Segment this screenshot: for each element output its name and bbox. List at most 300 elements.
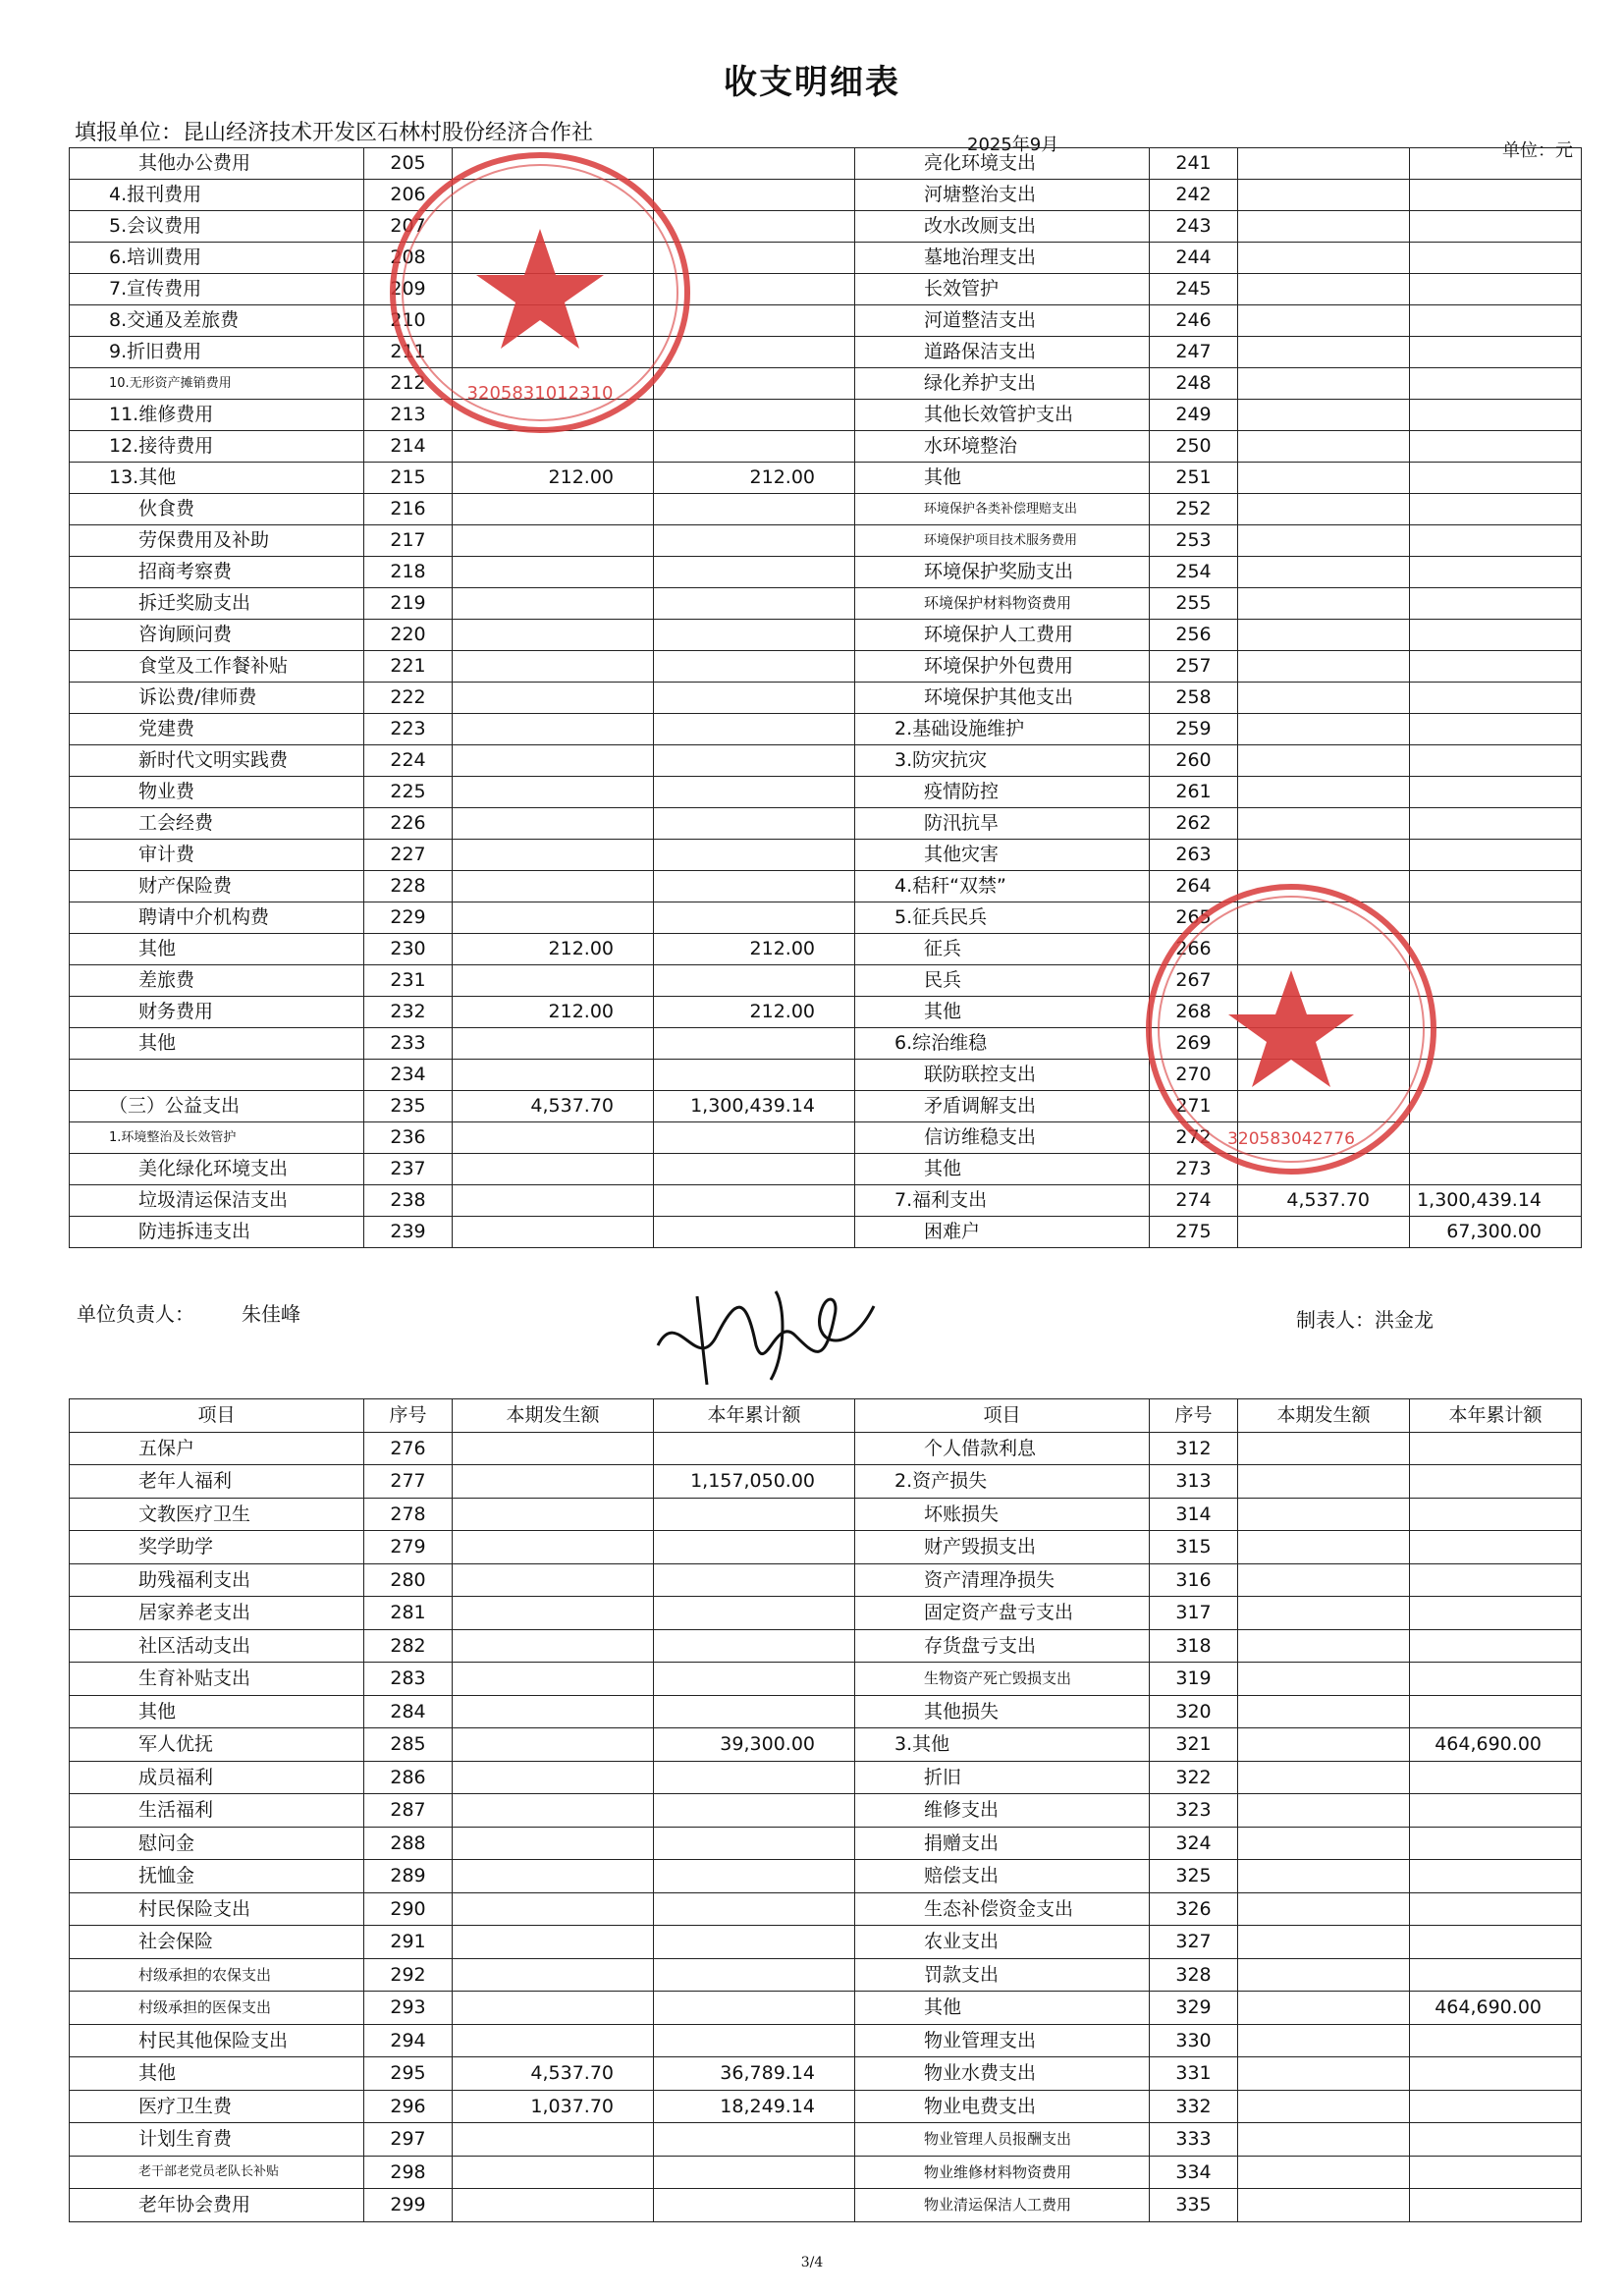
current-amount-cell (1238, 1761, 1410, 1794)
current-amount-cell: 4,537.70 (1238, 1185, 1410, 1217)
ytd-amount-cell: 464,690.00 (1410, 1992, 1582, 2025)
leader-label: 单位负责人： (77, 1302, 194, 1326)
committee-seal (1134, 877, 1448, 1181)
table-row (70, 148, 1582, 180)
current-amount-cell (453, 1892, 654, 1926)
seq-cell: 236 (364, 1122, 453, 1154)
seq-cell: 216 (364, 494, 453, 525)
seq-cell: 322 (1150, 1761, 1238, 1794)
seq-cell: 250 (1150, 431, 1238, 463)
item-cell: （三）公益支出 (70, 1091, 364, 1122)
current-amount-cell (1238, 1794, 1410, 1828)
ytd-amount-cell (1410, 368, 1582, 400)
current-amount-cell (453, 1060, 654, 1091)
ytd-amount-cell (1410, 148, 1582, 180)
ytd-amount-cell (1410, 274, 1582, 305)
seq-cell: 246 (1150, 305, 1238, 337)
table-row (70, 1563, 1582, 1597)
seal-number: 320583042776 (1227, 1129, 1355, 1149)
seq-cell: 266 (1150, 934, 1238, 965)
item-cell: 成员福利 (70, 1761, 364, 1794)
current-amount-cell (453, 2123, 654, 2157)
seq-cell: 261 (1150, 777, 1238, 808)
seq-cell: 248 (1150, 368, 1238, 400)
seq-cell: 324 (1150, 1827, 1238, 1860)
table-row (70, 305, 1582, 337)
ytd-amount-cell (654, 1060, 855, 1091)
table-row (70, 1695, 1582, 1728)
item-cell: 物业费 (70, 777, 364, 808)
table-row (70, 211, 1582, 243)
seq-cell: 326 (1150, 1892, 1238, 1926)
seq-cell: 267 (1150, 965, 1238, 997)
ytd-amount-cell (1410, 1926, 1582, 1959)
ytd-amount-cell: 1,300,439.14 (654, 1091, 855, 1122)
item-cell: 美化绿化环境支出 (70, 1154, 364, 1185)
seq-cell: 298 (364, 2156, 453, 2189)
current-amount-cell (1238, 1498, 1410, 1531)
current-amount-cell (1238, 243, 1410, 274)
bottom-detail-table (69, 1398, 1582, 2222)
item-cell: 生物资产死亡毁损支出 (855, 1663, 1150, 1696)
item-cell: 道路保洁支出 (855, 337, 1150, 368)
seq-cell: 259 (1150, 714, 1238, 745)
seq-cell: 317 (1150, 1597, 1238, 1630)
table-row (70, 1761, 1582, 1794)
seq-cell: 316 (1150, 1563, 1238, 1597)
seq-cell: 312 (1150, 1432, 1238, 1465)
current-amount-cell (1238, 1563, 1410, 1597)
seq-cell: 227 (364, 840, 453, 871)
current-amount-cell (453, 1695, 654, 1728)
ytd-amount-cell (654, 2156, 855, 2189)
seq-cell: 318 (1150, 1629, 1238, 1663)
seq-cell: 212 (364, 368, 453, 400)
seq-cell: 270 (1150, 1060, 1238, 1091)
current-amount-cell (453, 1122, 654, 1154)
table-row (70, 2189, 1582, 2222)
current-amount-cell (1238, 1597, 1410, 1630)
item-cell: 其他损失 (855, 1695, 1150, 1728)
table-row (70, 337, 1582, 368)
ytd-amount-cell (654, 620, 855, 651)
seq-cell: 256 (1150, 620, 1238, 651)
table-row (70, 2057, 1582, 2091)
seq-cell: 268 (1150, 997, 1238, 1028)
item-cell: 审计费 (70, 840, 364, 871)
item-cell: 4.秸秆“双禁” (855, 871, 1150, 902)
item-cell: 维修支出 (855, 1794, 1150, 1828)
table-row (70, 1498, 1582, 1531)
ytd-amount-cell (654, 777, 855, 808)
item-cell: 物业维修材料物资费用 (855, 2156, 1150, 2189)
page-title: 收支明细表 (724, 63, 900, 102)
ytd-amount-cell: 18,249.14 (654, 2090, 855, 2123)
seq-cell: 292 (364, 1958, 453, 1992)
ytd-amount-cell (654, 871, 855, 902)
item-cell: 长效管护 (855, 274, 1150, 305)
current-amount-cell (1238, 274, 1410, 305)
seq-cell: 221 (364, 651, 453, 683)
seq-cell: 264 (1150, 871, 1238, 902)
ytd-amount-cell (1410, 1860, 1582, 1893)
seq-cell: 299 (364, 2189, 453, 2222)
table-row (70, 651, 1582, 683)
current-amount-cell (453, 1860, 654, 1893)
table-row (70, 431, 1582, 463)
item-cell: 征兵 (855, 934, 1150, 965)
seq-cell: 257 (1150, 651, 1238, 683)
item-cell: 物业管理支出 (855, 2024, 1150, 2057)
item-cell: 环境保护奖励支出 (855, 557, 1150, 588)
ytd-amount-cell (654, 1597, 855, 1630)
seq-cell: 226 (364, 808, 453, 840)
item-cell: 生态补偿资金支出 (855, 1892, 1150, 1926)
item-cell: 6.综治维稳 (855, 1028, 1150, 1060)
current-amount-cell (1238, 431, 1410, 463)
ytd-amount-cell (654, 1892, 855, 1926)
item-cell: 助残福利支出 (70, 1563, 364, 1597)
seq-cell: 210 (364, 305, 453, 337)
seq-cell: 209 (364, 274, 453, 305)
table-row (70, 1531, 1582, 1564)
item-cell: 其他 (855, 1154, 1150, 1185)
item-cell: 个人借款利息 (855, 1432, 1150, 1465)
seq-cell: 208 (364, 243, 453, 274)
item-cell: 奖学助学 (70, 1531, 364, 1564)
table-row (70, 1892, 1582, 1926)
seq-cell: 272 (1150, 1122, 1238, 1154)
table-row (70, 840, 1582, 871)
item-cell: 垃圾清运保洁支出 (70, 1185, 364, 1217)
item-cell: 3.其他 (855, 1728, 1150, 1762)
item-cell: 村民保险支出 (70, 1892, 364, 1926)
ytd-amount-cell (654, 2024, 855, 2057)
seq-cell: 228 (364, 871, 453, 902)
current-amount-cell (453, 651, 654, 683)
item-cell: 社区活动支出 (70, 1629, 364, 1663)
ytd-amount-cell (654, 557, 855, 588)
item-cell: 防违拆违支出 (70, 1217, 364, 1248)
seq-cell: 297 (364, 2123, 453, 2157)
table-row (70, 1860, 1582, 1893)
current-amount-cell (453, 683, 654, 714)
table-row (70, 620, 1582, 651)
ytd-amount-cell: 464,690.00 (1410, 1728, 1582, 1762)
item-cell: 诉讼费/律师费 (70, 683, 364, 714)
seq-cell: 205 (364, 148, 453, 180)
item-cell: 环境保护材料物资费用 (855, 588, 1150, 620)
seq-cell: 219 (364, 588, 453, 620)
item-cell: 医疗卫生费 (70, 2090, 364, 2123)
current-amount-cell (453, 1498, 654, 1531)
current-amount-cell (453, 620, 654, 651)
current-amount-cell (1238, 745, 1410, 777)
ytd-amount-cell (1410, 2123, 1582, 2157)
current-amount-cell (1238, 211, 1410, 243)
ytd-amount-cell (1410, 1498, 1582, 1531)
current-amount-cell (1238, 1531, 1410, 1564)
item-cell: 5.会议费用 (70, 211, 364, 243)
column-header: 本期发生额 (1238, 1399, 1410, 1433)
seq-cell: 285 (364, 1728, 453, 1762)
ytd-amount-cell (1410, 1663, 1582, 1696)
ytd-amount-cell (1410, 1892, 1582, 1926)
seq-cell: 286 (364, 1761, 453, 1794)
item-cell: 党建费 (70, 714, 364, 745)
ytd-amount-cell (654, 651, 855, 683)
seq-cell: 294 (364, 2024, 453, 2057)
current-amount-cell (1238, 1958, 1410, 1992)
item-cell: 计划生育费 (70, 2123, 364, 2157)
item-cell: 居家养老支出 (70, 1597, 364, 1630)
current-amount-cell (453, 1563, 654, 1597)
ytd-amount-cell (654, 1663, 855, 1696)
current-amount-cell: 212.00 (453, 463, 654, 494)
ytd-amount-cell (1410, 840, 1582, 871)
item-cell: 生活福利 (70, 1794, 364, 1828)
seq-cell: 277 (364, 1465, 453, 1499)
current-amount-cell (453, 1185, 654, 1217)
item-cell: 老年协会费用 (70, 2189, 364, 2222)
current-amount-cell: 212.00 (453, 934, 654, 965)
seq-cell: 215 (364, 463, 453, 494)
item-cell: 固定资产盘亏支出 (855, 1597, 1150, 1630)
seq-cell: 238 (364, 1185, 453, 1217)
seq-cell: 288 (364, 1827, 453, 1860)
item-cell: 财产保险费 (70, 871, 364, 902)
seq-cell: 313 (1150, 1465, 1238, 1499)
current-amount-cell (453, 494, 654, 525)
ytd-amount-cell (1410, 745, 1582, 777)
table-row (70, 400, 1582, 431)
seq-cell: 333 (1150, 2123, 1238, 2157)
ytd-amount-cell (654, 1154, 855, 1185)
seq-cell: 323 (1150, 1794, 1238, 1828)
seq-cell: 289 (364, 1860, 453, 1893)
current-amount-cell (1238, 400, 1410, 431)
current-amount-cell (1238, 494, 1410, 525)
item-cell: 五保户 (70, 1432, 364, 1465)
table-row (70, 368, 1582, 400)
item-cell: 坏账损失 (855, 1498, 1150, 1531)
item-cell: 劳保费用及补助 (70, 525, 364, 557)
current-amount-cell: 4,537.70 (453, 1091, 654, 1122)
item-cell: 12.接待费用 (70, 431, 364, 463)
current-amount-cell (453, 1432, 654, 1465)
table-row (70, 463, 1582, 494)
ytd-amount-cell (654, 1028, 855, 1060)
item-cell: 伙食费 (70, 494, 364, 525)
ytd-amount-cell (654, 1122, 855, 1154)
current-amount-cell (453, 2189, 654, 2222)
item-cell: 其他 (70, 1695, 364, 1728)
ytd-amount-cell (654, 1217, 855, 1248)
ytd-amount-cell (654, 1531, 855, 1564)
item-cell: 老干部老党员老队长补贴 (70, 2156, 364, 2189)
seq-cell: 327 (1150, 1926, 1238, 1959)
seq-cell: 252 (1150, 494, 1238, 525)
table-row (70, 683, 1582, 714)
ytd-amount-cell (654, 2189, 855, 2222)
seq-cell: 278 (364, 1498, 453, 1531)
item-cell: 存货盘亏支出 (855, 1629, 1150, 1663)
seq-cell: 284 (364, 1695, 453, 1728)
current-amount-cell (1238, 777, 1410, 808)
ytd-amount-cell: 1,300,439.14 (1410, 1185, 1582, 1217)
ytd-amount-cell (1410, 557, 1582, 588)
item-cell: 4.报刊费用 (70, 180, 364, 211)
cooperative-seal (378, 145, 702, 440)
table-row (70, 1926, 1582, 1959)
item-cell: 环境保护项目技术服务费用 (855, 525, 1150, 557)
seq-cell: 279 (364, 1531, 453, 1564)
item-cell: 环境保护人工费用 (855, 620, 1150, 651)
seq-cell: 224 (364, 745, 453, 777)
current-amount-cell (1238, 2189, 1410, 2222)
table-row (70, 1432, 1582, 1465)
column-header: 项目 (855, 1399, 1150, 1433)
item-cell: 信访维稳支出 (855, 1122, 1150, 1154)
current-amount-cell (453, 1663, 654, 1696)
ytd-amount-cell (1410, 620, 1582, 651)
item-cell: 民兵 (855, 965, 1150, 997)
seq-cell: 229 (364, 902, 453, 934)
item-cell: 社会保险 (70, 1926, 364, 1959)
item-cell: 河塘整治支出 (855, 180, 1150, 211)
ytd-amount-cell (1410, 1958, 1582, 1992)
item-cell: 军人优抚 (70, 1728, 364, 1762)
seq-cell: 274 (1150, 1185, 1238, 1217)
ytd-amount-cell (1410, 683, 1582, 714)
item-cell: 联防联控支出 (855, 1060, 1150, 1091)
column-header: 本期发生额 (453, 1399, 654, 1433)
ytd-amount-cell: 212.00 (654, 997, 855, 1028)
table-row (70, 1185, 1582, 1217)
table-row (70, 588, 1582, 620)
current-amount-cell (453, 1992, 654, 2025)
item-cell: 其他 (855, 1992, 1150, 2025)
ytd-amount-cell (1410, 1563, 1582, 1597)
seq-cell: 262 (1150, 808, 1238, 840)
current-amount-cell (1238, 305, 1410, 337)
seq-cell: 217 (364, 525, 453, 557)
item-cell: 10.无形资产摊销费用 (70, 368, 364, 400)
item-cell: 村级承担的农保支出 (70, 1958, 364, 1992)
item-cell: 资产清理净损失 (855, 1563, 1150, 1597)
ytd-amount-cell (1410, 777, 1582, 808)
current-amount-cell (453, 714, 654, 745)
current-amount-cell (453, 2156, 654, 2189)
seq-cell: 263 (1150, 840, 1238, 871)
current-amount-cell (1238, 525, 1410, 557)
item-cell: 村级承担的医保支出 (70, 1992, 364, 2025)
seq-cell: 241 (1150, 148, 1238, 180)
seq-cell: 237 (364, 1154, 453, 1185)
current-amount-cell (1238, 1926, 1410, 1959)
item-cell: 村民其他保险支出 (70, 2024, 364, 2057)
item-cell: 6.培训费用 (70, 243, 364, 274)
item-cell: 老年人福利 (70, 1465, 364, 1499)
seq-cell: 233 (364, 1028, 453, 1060)
item-cell: 其他 (70, 1028, 364, 1060)
item-cell: 绿化养护支出 (855, 368, 1150, 400)
item-cell: 财务费用 (70, 997, 364, 1028)
item-cell: 农业支出 (855, 1926, 1150, 1959)
ytd-amount-cell (1410, 1695, 1582, 1728)
column-header: 项目 (70, 1399, 364, 1433)
current-amount-cell (1238, 1663, 1410, 1696)
table-row (70, 714, 1582, 745)
item-cell: 9.折旧费用 (70, 337, 364, 368)
item-cell: 水环境整治 (855, 431, 1150, 463)
current-amount-cell (1238, 337, 1410, 368)
table-row (70, 274, 1582, 305)
ytd-amount-cell (1410, 431, 1582, 463)
currency-unit: 单位：元 (1502, 140, 1573, 161)
current-amount-cell (453, 1728, 654, 1762)
seq-cell: 265 (1150, 902, 1238, 934)
seq-cell: 273 (1150, 1154, 1238, 1185)
item-cell: 5.征兵民兵 (855, 902, 1150, 934)
current-amount-cell (453, 1629, 654, 1663)
seq-cell: 253 (1150, 525, 1238, 557)
ytd-amount-cell (654, 1432, 855, 1465)
item-cell: 1.环境整治及长效管护 (70, 1122, 364, 1154)
seq-cell: 314 (1150, 1498, 1238, 1531)
current-amount-cell (1238, 148, 1410, 180)
item-cell: 矛盾调解支出 (855, 1091, 1150, 1122)
table-row (70, 2024, 1582, 2057)
seq-cell: 220 (364, 620, 453, 651)
current-amount-cell (1238, 1860, 1410, 1893)
ytd-amount-cell (654, 1992, 855, 2025)
seq-cell: 249 (1150, 400, 1238, 431)
seq-cell: 206 (364, 180, 453, 211)
seq-cell: 213 (364, 400, 453, 431)
current-amount-cell (1238, 2156, 1410, 2189)
table-row (70, 1728, 1582, 1762)
current-amount-cell (453, 965, 654, 997)
ytd-amount-cell (654, 1827, 855, 1860)
ytd-amount-cell (654, 1498, 855, 1531)
current-amount-cell (1238, 180, 1410, 211)
item-cell: 11.维修费用 (70, 400, 364, 431)
current-amount-cell (1238, 683, 1410, 714)
current-amount-cell (453, 1958, 654, 1992)
ytd-amount-cell (1410, 494, 1582, 525)
current-amount-cell (1238, 588, 1410, 620)
current-amount-cell: 1,037.70 (453, 2090, 654, 2123)
table-row (70, 1663, 1582, 1696)
current-amount-cell (1238, 557, 1410, 588)
ytd-amount-cell (1410, 1761, 1582, 1794)
current-amount-cell (1238, 1465, 1410, 1499)
current-amount-cell (1238, 1892, 1410, 1926)
page-number: 3/4 (800, 2255, 824, 2270)
current-amount-cell (1238, 2123, 1410, 2157)
current-amount-cell (1238, 1695, 1410, 1728)
item-cell: 折旧 (855, 1761, 1150, 1794)
current-amount-cell (453, 1217, 654, 1248)
seq-cell: 251 (1150, 463, 1238, 494)
seq-cell: 319 (1150, 1663, 1238, 1696)
ytd-amount-cell (1410, 2090, 1582, 2123)
seq-cell: 320 (1150, 1695, 1238, 1728)
seq-cell: 225 (364, 777, 453, 808)
item-cell: 其他 (855, 463, 1150, 494)
seq-cell: 231 (364, 965, 453, 997)
